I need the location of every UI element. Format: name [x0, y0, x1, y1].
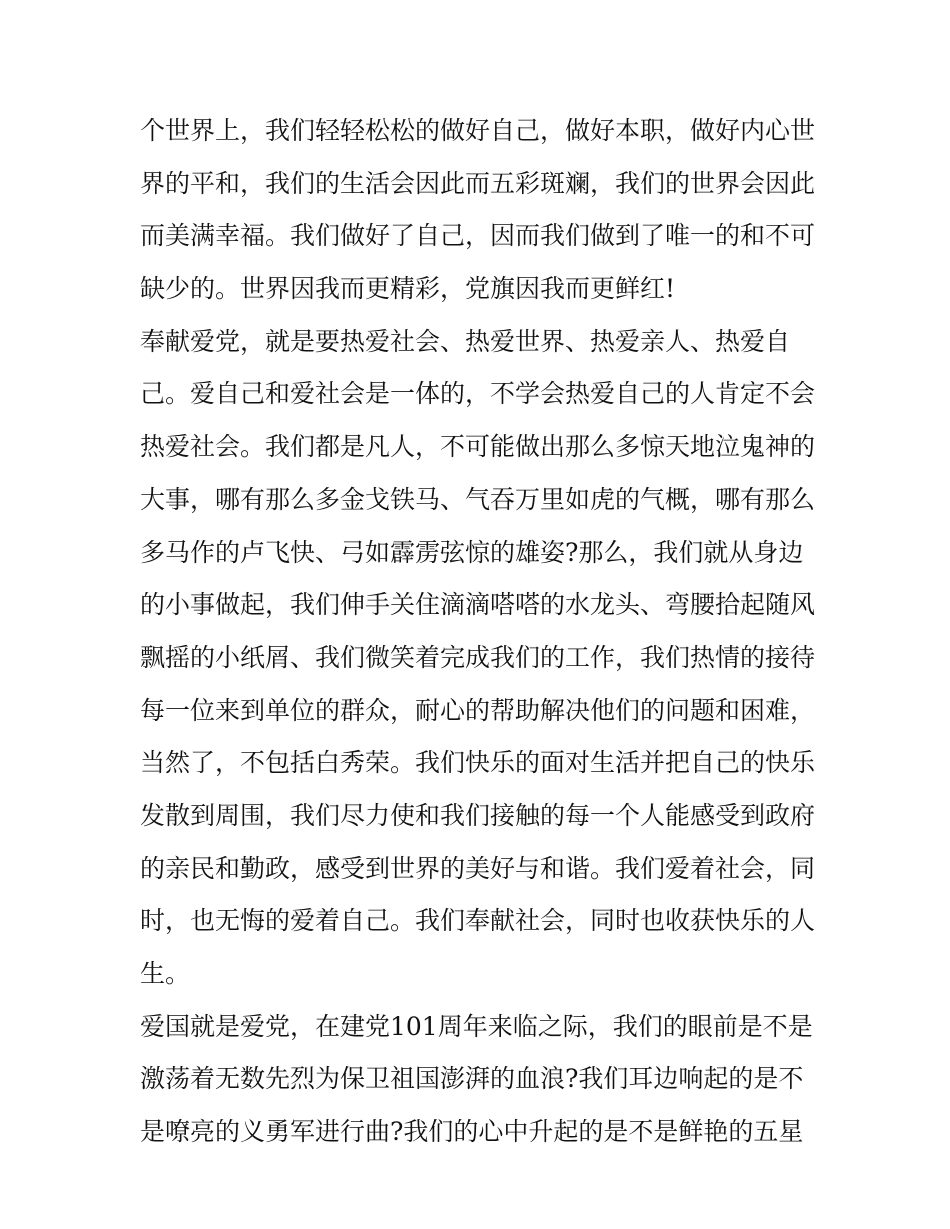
text-line-9: 多马作的卢飞快、弓如霹雳弦惊的雄姿?那么，我们就从身边 [140, 537, 804, 567]
text-line-4: 缺少的。世界因我而更精彩，党旗因我而更鲜红! [140, 274, 676, 304]
text-line-20: 是嘹亮的义勇军进行曲?我们的心中升起的是不是鲜艳的五星 [140, 1117, 804, 1147]
text-line-3: 而美满幸福。我们做好了自己，因而我们做到了唯一的和不可 [140, 221, 816, 251]
text-line-11: 飘摇的小纸屑、我们微笑着完成我们的工作，我们热情的接待 [140, 642, 816, 672]
body-text [140, 105, 820, 1159]
text-line-17: 生。 [140, 959, 191, 988]
text-line-2: 界的平和，我们的生活会因此而五彩斑斓，我们的世界会因此 [140, 168, 816, 198]
text-line-16: 时，也无悔的爱着自己。我们奉献社会，同时也收获快乐的人 [140, 906, 816, 936]
text-line-13: 当然了，不包括白秀荣。我们快乐的面对生活并把自己的快乐 [140, 748, 816, 778]
text-line-1: 个世界上，我们轻轻松松的做好自己，做好本职，做好内心世 [140, 116, 816, 145]
text-line-18: 爱国就是爱党，在建党101周年来临之际，我们的眼前是不是 [140, 1011, 813, 1041]
text-line-5: 奉献爱党，就是要热爱社会、热爱世界、热爱亲人、热爱自 [140, 326, 791, 356]
text-line-15: 的亲民和勤政，感受到世界的美好与和谐。我们爱着社会，同 [140, 853, 816, 883]
text-line-6: 己。爱自己和爱社会是一体的，不学会热爱自己的人肯定不会 [140, 379, 816, 409]
text-line-12: 每一位来到单位的群众，耐心的帮助解决他们的问题和困难， [140, 695, 816, 725]
text-line-10: 的小事做起，我们伸手关住滴滴嗒嗒的水龙头、弯腰拾起随风 [140, 590, 816, 620]
text-line-7: 热爱社会。我们都是凡人，不可能做出那么多惊天地泣鬼神的 [140, 432, 816, 462]
text-line-14: 发散到周围，我们尽力使和我们接触的每一个人能感受到政府 [140, 800, 816, 830]
text-line-19: 激荡着无数先烈为保卫祖国澎湃的血浪?我们耳边响起的是不 [140, 1064, 804, 1094]
text-line-8: 大事，哪有那么多金戈铁马、气吞万里如虎的气概，哪有那么 [140, 484, 816, 514]
